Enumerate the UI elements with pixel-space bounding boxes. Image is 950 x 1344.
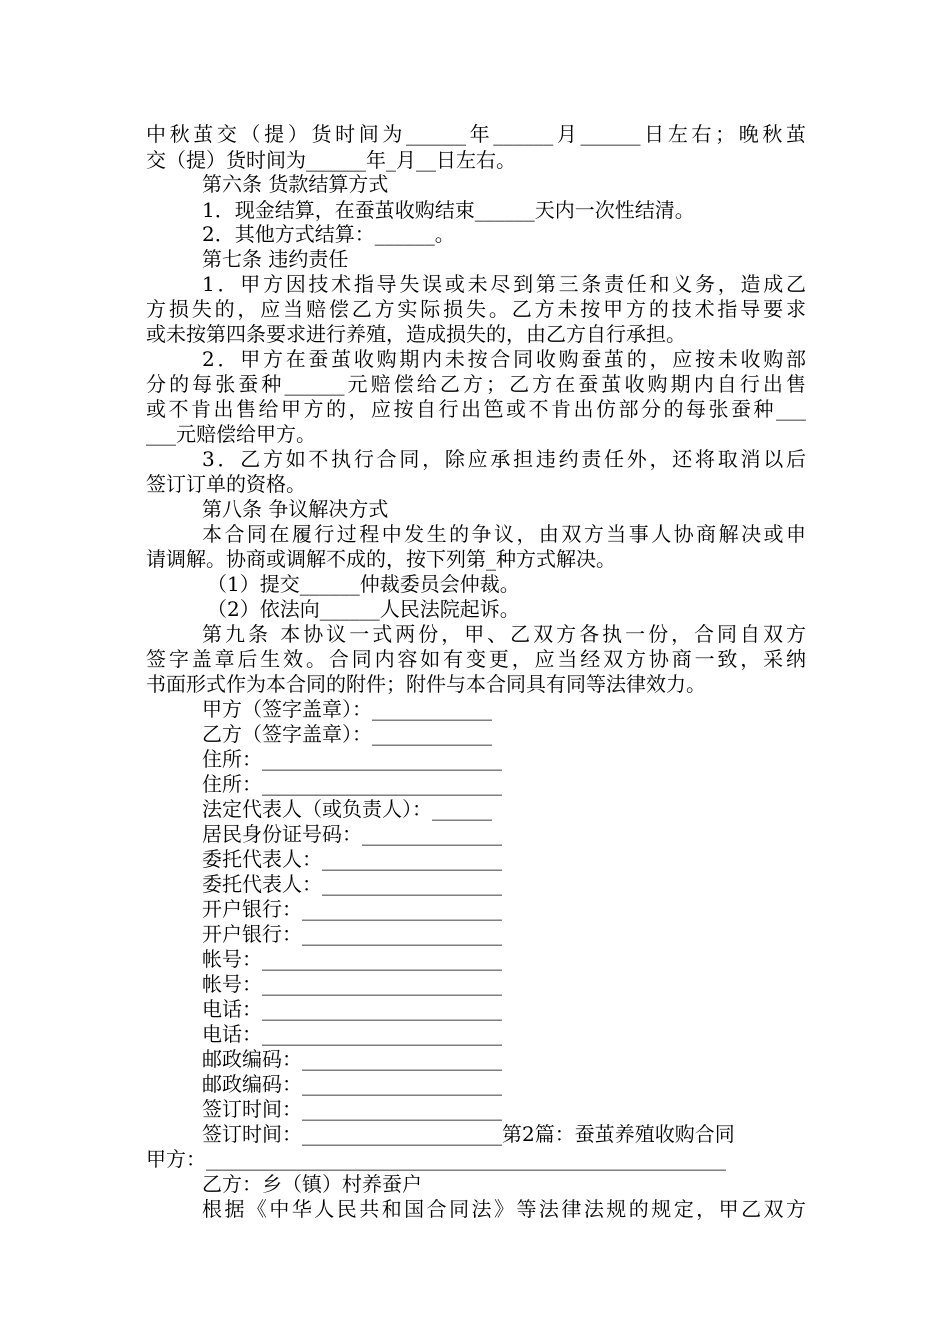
id-number-field: 居民身份证号码：______________	[202, 822, 502, 846]
agent-field: 委托代表人：__________________	[202, 872, 502, 896]
bank-field: 开户银行：____________________	[202, 897, 502, 921]
text-line: 本合同在履行过程中发生的争议，由双方当事人协商解决或申	[202, 522, 806, 546]
text-line: 签订订单的资格。	[146, 472, 306, 496]
text-line: （1）提交______仲裁委员会仲裁。	[207, 572, 520, 596]
date-field: 签订时间：____________________	[202, 1097, 502, 1121]
account-field: 帐号：________________________	[202, 972, 502, 996]
date-field: 签订时间：____________________第2篇：蚕茧养殖收购合同	[202, 1122, 735, 1146]
account-field: 帐号：________________________	[202, 947, 502, 971]
text-line: 根据《中华人民共和国合同法》等法律法规的规定，甲乙双方	[202, 1197, 806, 1221]
address-field: 住所：________________________	[202, 772, 502, 796]
representative-field: 法定代表人（或负责人）：______	[202, 797, 492, 821]
text-line: 分的每张蚕种______元赔偿给乙方；乙方在蚕茧收购期内自行出售	[146, 372, 806, 396]
text-line: 第九条 本协议一式两份，甲、乙双方各执一份，合同自双方	[202, 622, 806, 646]
text-line: ___元赔偿给甲方。	[146, 422, 316, 446]
section-heading: 第七条 违约责任	[202, 247, 349, 271]
text-line: 或未按第四条要求进行养殖，造成损失的，由乙方自行承担。	[146, 322, 686, 346]
text-line: 书面形式作为本合同的附件；附件与本合同具有同等法律效力。	[146, 672, 706, 696]
phone-field: 电话：________________________	[202, 1022, 502, 1046]
text-line: 1．现金结算，在蚕茧收购结束______天内一次性结清。	[202, 198, 695, 222]
postcode-field: 邮政编码：____________________	[202, 1072, 502, 1096]
text-line: 方损失的，应当赔偿乙方实际损失。乙方未按甲方的技术指导要求	[146, 297, 806, 321]
text-line: 2．甲方在蚕茧收购期内未按合同收购蚕茧的，应按未收购部	[202, 347, 806, 371]
text-line: 2．其他方式结算：______。	[202, 222, 455, 246]
section-heading: 第八条 争议解决方式	[202, 497, 389, 521]
text-line: 交（提）货时间为______年_月__日左右。	[146, 148, 516, 172]
phone-field: 电话：________________________	[202, 997, 502, 1021]
party-b-line: 乙方：乡（镇）村养蚕户	[202, 1172, 422, 1196]
text-line: 签字盖章后生效。合同内容如有变更，应当经双方协商一致，采纳	[146, 647, 806, 671]
address-field: 住所：________________________	[202, 747, 502, 771]
text-line: 请调解。协商或调解不成的，按下列第_种方式解决。	[146, 547, 616, 571]
signature-field: 乙方（签字盖章）：____________	[202, 722, 492, 746]
text-line: 3．乙方如不执行合同，除应承担违约责任外，还将取消以后	[202, 447, 806, 471]
section-heading: 第六条 货款结算方式	[202, 172, 389, 196]
text-line: 或不肯出售给甲方的，应按自行出笆或不肯出仿部分的每张蚕种___	[146, 397, 806, 421]
text-line: 中秋茧交（提）货时间为______年______月______日左右；晚秋茧	[146, 122, 806, 146]
signature-field: 甲方（签字盖章）：____________	[202, 697, 492, 721]
text-line: （2）依法向______人民法院起诉。	[207, 597, 520, 621]
agent-field: 委托代表人：__________________	[202, 847, 502, 871]
postcode-field: 邮政编码：____________________	[202, 1047, 502, 1071]
bank-field: 开户银行：____________________	[202, 922, 502, 946]
party-a-field: 甲方：____________________________________________________	[146, 1147, 726, 1171]
text-line: 1．甲方因技术指导失误或未尽到第三条责任和义务，造成乙	[202, 272, 806, 296]
